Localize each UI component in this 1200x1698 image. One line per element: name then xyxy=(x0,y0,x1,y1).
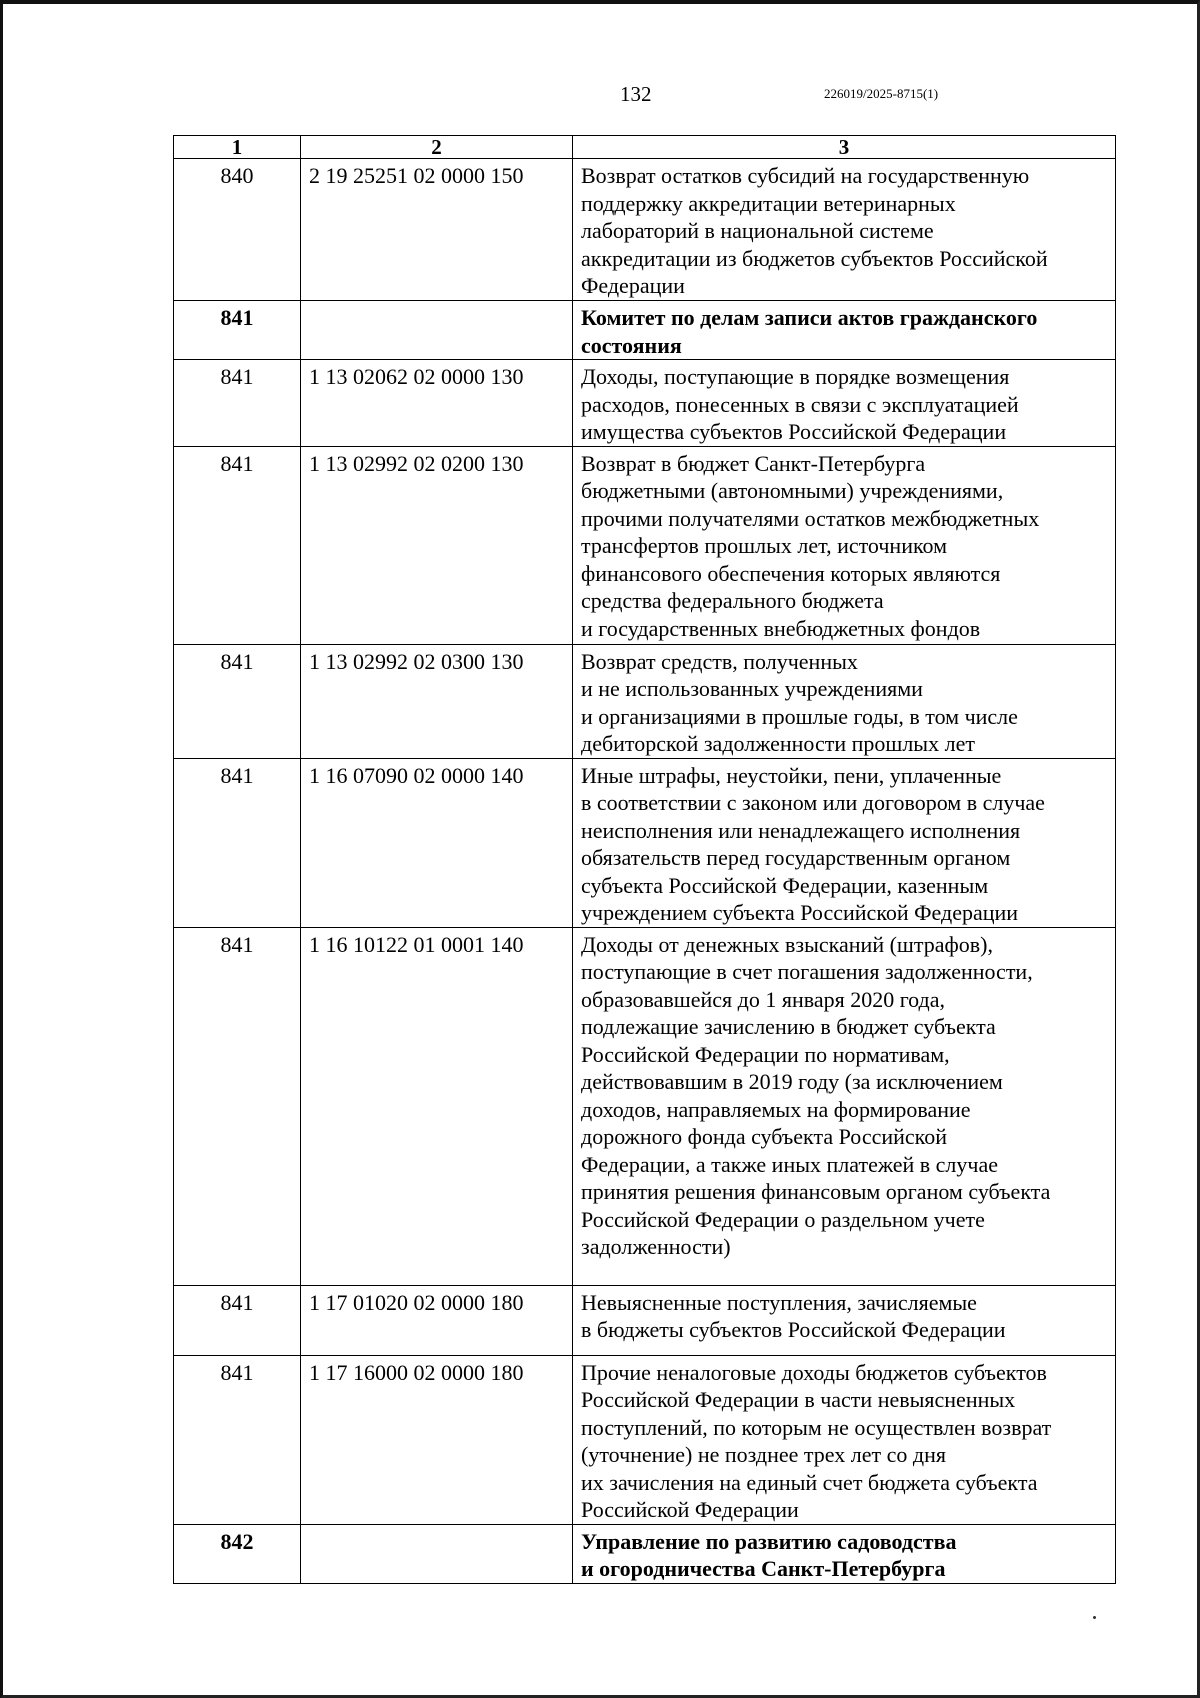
administrator-code-cell: 841 xyxy=(174,758,301,927)
budget-classification-code-cell: 1 13 02992 02 0200 130 xyxy=(301,446,573,644)
description-line: Возврат остатков субсидий на государственную xyxy=(581,163,1030,188)
description-line: принятия решения финансовым органом субъекта xyxy=(581,1179,1051,1204)
income-description-cell xyxy=(573,927,1116,1285)
budget-classification-code-cell: 1 13 02992 02 0300 130 xyxy=(301,644,573,758)
description-line: финансового обеспечения которых являются xyxy=(581,560,1001,586)
description-line: Федерации xyxy=(581,273,685,298)
description-line: бюджетными (автономными) учреждениями, xyxy=(581,478,1004,503)
description-line: в бюджеты субъектов Российской Федерации xyxy=(581,1317,1006,1342)
description-line: и огородничества Санкт-Петербурга xyxy=(581,1556,946,1581)
table-header-row xyxy=(174,136,1116,159)
income-description-cell xyxy=(573,301,1116,360)
administrator-code-cell: 841 xyxy=(174,301,301,360)
income-description-cell xyxy=(573,1285,1116,1355)
income-description-cell xyxy=(573,644,1116,758)
income-description-cell xyxy=(573,1524,1116,1583)
budget-classification-code-cell: 1 13 02062 02 0000 130 xyxy=(301,360,573,447)
description-line: имущества субъектов Российской Федерации xyxy=(581,419,1007,444)
description-line: поступающие в счет погашения задолженности, xyxy=(581,959,1033,984)
description-line: дебиторской задолженности прошлых лет xyxy=(581,731,975,756)
description-line: в соответствии с законом или договором в случае xyxy=(581,790,1045,815)
description-line: Управление по развитию садоводства xyxy=(581,1528,957,1554)
budget-classification-code-cell: 1 17 16000 02 0000 180 xyxy=(301,1355,573,1524)
description-line: Комитет по делам записи актов гражданского xyxy=(581,305,1038,330)
administrator-code-cell: 841 xyxy=(174,360,301,447)
description-line: доходов, направляемых на формирование xyxy=(581,1096,971,1122)
description-line: Российской Федерации xyxy=(581,1497,799,1522)
table-row xyxy=(174,644,1116,758)
scan-speck xyxy=(1093,1616,1096,1619)
description-line: и государственных внебюджетных фондов xyxy=(581,615,981,641)
budget-classification-code-cell: 2 19 25251 02 0000 150 xyxy=(301,159,573,301)
income-description-cell xyxy=(573,758,1116,927)
administrator-code-cell: 841 xyxy=(174,927,301,1285)
description-line: и не использованных учреждениями xyxy=(581,676,923,701)
description-line: Доходы, поступающие в порядке возмещения xyxy=(581,364,1010,389)
description-line: образовавшейся до 1 января 2020 года, xyxy=(581,986,945,1012)
description-line: Российской Федерации о раздельном учете xyxy=(581,1206,985,1232)
administrator-code-cell: 841 xyxy=(174,446,301,644)
description-line: (уточнение) не позднее трех лет со дня xyxy=(581,1442,946,1467)
description-line: действовавшим в 2019 году (за исключением xyxy=(581,1069,1003,1094)
income-description-cell xyxy=(573,159,1116,301)
administrator-code-cell: 841 xyxy=(174,1285,301,1355)
income-description-cell xyxy=(573,1355,1116,1524)
table-row xyxy=(174,927,1116,1285)
table-row xyxy=(174,159,1116,301)
budget-classification-code-cell xyxy=(301,301,573,360)
description-line: Возврат в бюджет Санкт-Петербурга xyxy=(581,450,926,476)
income-description-cell xyxy=(573,360,1116,447)
description-line: Российской Федерации в части невыясненных xyxy=(581,1387,1016,1412)
description-line: прочими получателями остатков межбюджетных xyxy=(581,505,1040,531)
description-line: их зачисления на единый счет бюджета субъекта xyxy=(581,1469,1038,1495)
description-line: дорожного фонда субъекта Российской xyxy=(581,1124,948,1149)
description-line: субъекта Российской Федерации, казенным xyxy=(581,872,989,898)
column-header-1: 1 xyxy=(174,136,301,159)
description-line: Доходы от денежных взысканий (штрафов), xyxy=(581,931,993,957)
description-line: подлежащие зачислению в бюджет субъекта xyxy=(581,1014,996,1039)
budget-classification-code-cell: 1 16 10122 01 0001 140 xyxy=(301,927,573,1285)
description-line: Прочие неналоговые доходы бюджетов субъектов xyxy=(581,1359,1047,1385)
income-description-cell xyxy=(573,446,1116,644)
budget-classification-code-cell: 1 16 07090 02 0000 140 xyxy=(301,758,573,927)
description-line: учреждением субъекта Российской Федерации xyxy=(581,900,1019,925)
table-body xyxy=(174,136,1116,1584)
administrator-code-cell: 841 xyxy=(174,1355,301,1524)
description-line: аккредитации из бюджетов субъектов Российской xyxy=(581,245,1048,271)
table-row xyxy=(174,446,1116,644)
document-id: 226019/2025-8715(1) xyxy=(824,86,939,101)
description-line: обязательств перед государственным органом xyxy=(581,845,1011,870)
table-row xyxy=(174,758,1116,927)
description-line: Иные штрафы, неустойки, пени, уплаченные xyxy=(581,762,1002,788)
description-line: состояния xyxy=(581,332,682,358)
description-line: расходов, понесенных в связи с эксплуатацией xyxy=(581,391,1019,417)
description-line: Возврат средств, полученных xyxy=(581,648,858,674)
description-line: Российской Федерации по нормативам, xyxy=(581,1041,950,1067)
table-row xyxy=(174,1355,1116,1524)
column-header-2: 2 xyxy=(301,136,573,159)
administrator-code-cell: 840 xyxy=(174,159,301,301)
budget-classification-code-cell xyxy=(301,1524,573,1583)
table-row xyxy=(174,1524,1116,1583)
administrator-code-cell: 842 xyxy=(174,1524,301,1583)
description-line: неисполнения или ненадлежащего исполнения xyxy=(581,817,1021,843)
description-line: средства федерального бюджета xyxy=(581,588,884,613)
description-line: Федерации, а также иных платежей в случае xyxy=(581,1151,999,1177)
description-line: задолженности) xyxy=(581,1234,731,1259)
table-row xyxy=(174,1285,1116,1355)
table-row xyxy=(174,360,1116,447)
administrator-code-cell: 841 xyxy=(174,644,301,758)
budget-classification-code-cell: 1 17 01020 02 0000 180 xyxy=(301,1285,573,1355)
description-line: трансфертов прошлых лет, источником xyxy=(581,533,948,558)
budget-code-table xyxy=(173,135,1116,1584)
description-line: поддержку аккредитации ветеринарных xyxy=(581,190,956,216)
description-line: поступлений, по которым не осуществлен возврат xyxy=(581,1414,1052,1440)
description-line: и организациями в прошлые годы, в том числе xyxy=(581,703,1018,729)
table-row xyxy=(174,301,1116,360)
column-header-3: 3 xyxy=(573,136,1116,159)
description-line: лабораторий в национальной системе xyxy=(581,218,934,243)
page-number: 132 xyxy=(620,82,652,106)
description-line: Невыясненные поступления, зачисляемые xyxy=(581,1289,977,1315)
